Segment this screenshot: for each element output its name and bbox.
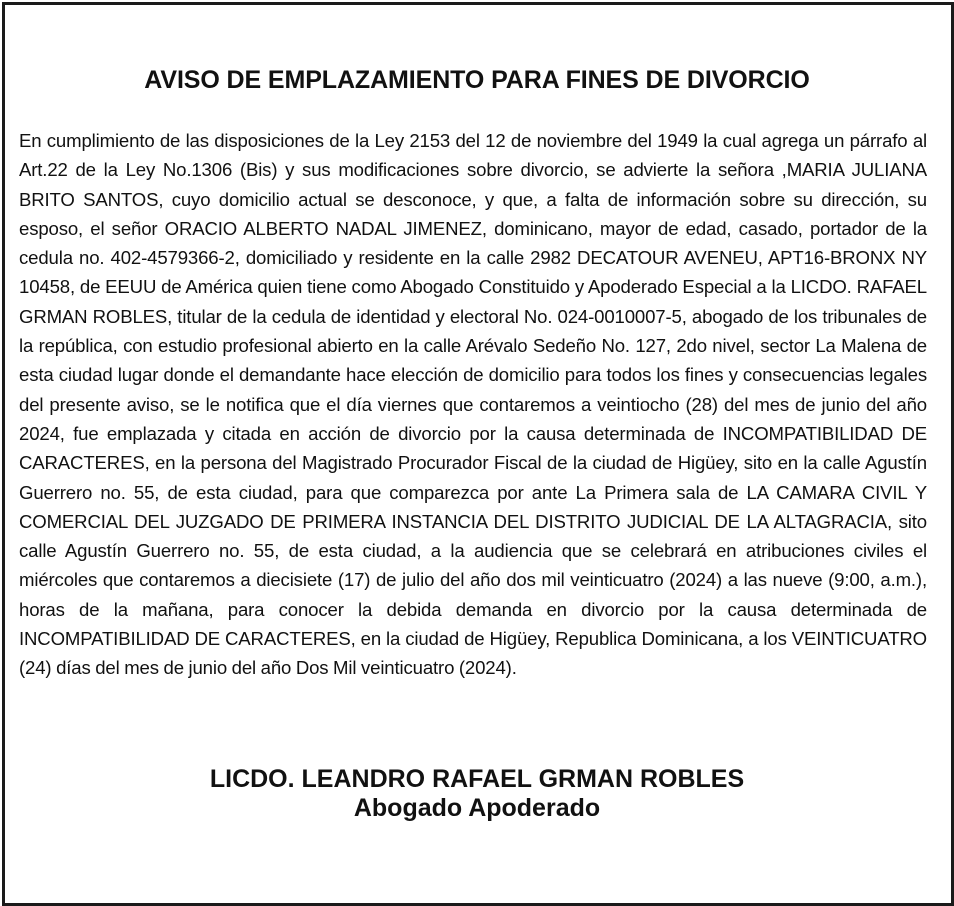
signature-name: LICDO. LEANDRO RAFAEL GRMAN ROBLES bbox=[209, 765, 745, 793]
notice-body: En cumplimiento de las disposiciones de la Ley 2153 del 12 de noviembre del 1949 la cual agrega un párrafo al Art.22 de la Ley No.1306 (Bis) y sus modificaciones sobre divorcio, se advierte la señora ,MARIA JULIANA BRITO SANTOS, cuyo domicilio actual se desconoce, y que, a falta de información sobre su dirección, su esposo, el señor ORACIO ALBERTO NADAL JIMENEZ, dominicano, mayor de edad, casado, portador de la cedula no. 402-4579366-2, domiciliado y residente en la calle 2982 DECATOUR AVENEU, APT16-BRONX NY 10458, de EEUU de América quien tiene como Abogado Constituido y Apoderado Especial a la LICDO. RAFAEL GRMAN ROBLES, titular de la cedula de identidad y electoral No. 024-0010007-5, abogado de los tribunales de la república, con estudio profesional abierto en la calle Arévalo Sedeño No. 127, 2do nivel, sector La Malena de esta ciudad lugar donde el demandante hace elección de domicilio para todos los fines y consecuencias legales del presente aviso, se le notifica que el día viernes que contaremos a veintiocho (28) del mes de junio del año 2024, fue emplazada y citada en acción de divorcio por la causa determinada de INCOMPATIBILIDAD DE CARACTERES, en la persona del Magistrado Procurador Fiscal de la ciudad de Higüey, sito en la calle Agustín Guerrero no. 55, de esta ciudad, para que comparezca por ante La Primera sala de LA CAMARA CIVIL Y COMERCIAL DEL JUZGADO DE PRIMERA INSTANCIA DEL DISTRITO JUDICIAL DE LA ALTAGRACIA, sito calle Agustín Guerrero no. 55, de esta ciudad, a la audiencia que se celebrará en atribuciones civiles el miércoles que contaremos a diecisiete (17) de julio del año dos mil veinticuatro (2024) a las nueve (9:00, a.m.), horas de la mañana, para conocer la debida demanda en divorcio por la causa determinada de INCOMPATIBILIDAD DE CARACTERES, en la ciudad de Higüey, Republica Dominicana, a los VEINTICUATRO (24) días del mes de junio del año Dos Mil veinticuatro (2024). bbox=[19, 130, 927, 679]
signature-role: Abogado Apoderado bbox=[353, 794, 601, 822]
signature-block bbox=[0, 765, 954, 823]
notice-title: AVISO DE EMPLAZAMIENTO PARA FINES DE DIVORCIO bbox=[144, 66, 810, 94]
